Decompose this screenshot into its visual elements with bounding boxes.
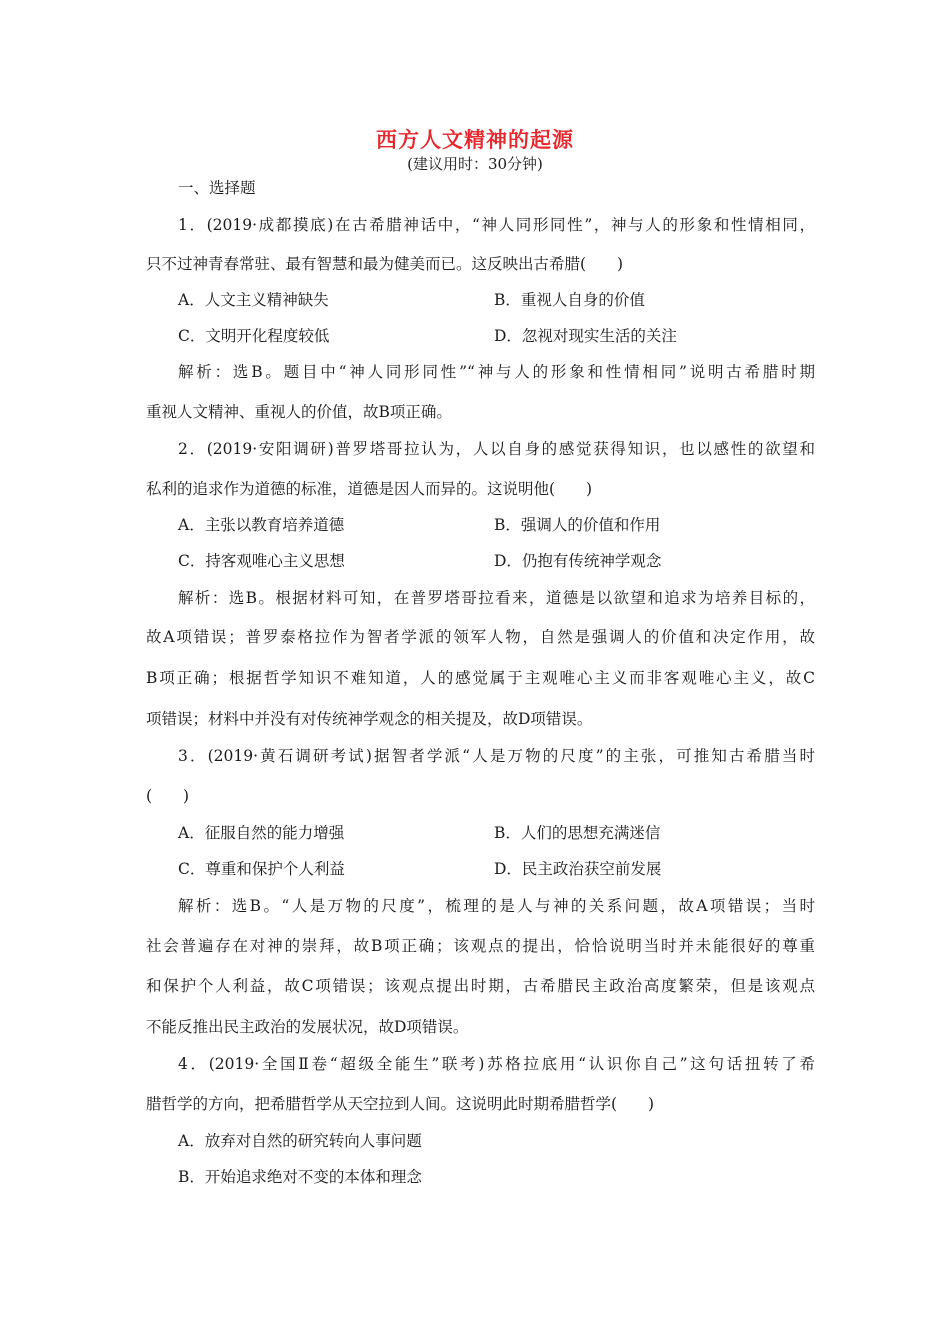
q2-analysis-line-2: 故A项错误；普罗泰格拉作为智者学派的领军人物，自然是强调人的价值和决定作用，故 — [146, 628, 815, 646]
q1-analysis-line-2: 重视人文精神、重视人的价值，故B项正确。 — [146, 403, 452, 421]
q2-analysis-line-1: 解析：选B。根据材料可知，在普罗塔哥拉看来，道德是以欲望和追求为培养目标的， — [178, 589, 815, 607]
q2-option-c: C．持客观唯心主义思想 — [178, 552, 345, 570]
q1-stem-line-1: 1．(2019·成都摸底)在古希腊神话中，“神人同形同性”，神与人的形象和性情相同， — [178, 216, 815, 234]
q3-analysis-line-2: 社会普遍存在对神的崇拜，故B项正确；该观点的提出，恰恰说明当时并未能很好的尊重 — [146, 937, 815, 955]
q1-option-d: D．忽视对现实生活的关注 — [494, 327, 677, 345]
q2-stem-line-2: 私利的追求作为道德的标准，道德是因人而异的。这说明他( ) — [146, 480, 593, 498]
q3-option-d: D．民主政治获空前发展 — [494, 860, 662, 878]
q2-option-b: B．强调人的价值和作用 — [494, 516, 661, 534]
q1-option-c: C．文明开化程度较低 — [178, 327, 330, 345]
q1-stem-line-2: 只不过神青春常驻、最有智慧和最为健美而已。这反映出古希腊( ) — [146, 255, 624, 273]
q3-option-b: B．人们的思想充满迷信 — [494, 824, 661, 842]
q2-option-a: A．主张以教育培养道德 — [178, 516, 345, 534]
q3-analysis-line-3: 和保护个人利益，故C项错误；该观点提出时期，古希腊民主政治高度繁荣，但是该观点 — [146, 977, 815, 995]
q2-option-d: D．仍抱有传统神学观念 — [494, 552, 662, 570]
q3-option-a: A．征服自然的能力增强 — [178, 824, 345, 842]
q3-analysis-line-1: 解析：选B。“人是万物的尺度”，梳理的是人与神的关系问题，故A项错误；当时 — [178, 897, 815, 915]
q1-analysis-line-1: 解析：选B。题目中“神人同形同性”“神与人的形象和性情相同”说明古希腊时期 — [178, 363, 815, 381]
q4-option-b: B．开始追求绝对不变的本体和理念 — [178, 1168, 422, 1186]
q3-stem-line-1: 3．(2019·黄石调研考试)据智者学派“人是万物的尺度”的主张，可推知古希腊当时 — [178, 747, 815, 765]
q3-option-c: C．尊重和保护个人利益 — [178, 860, 345, 878]
q4-option-a: A．放弃对自然的研究转向人事问题 — [178, 1132, 422, 1150]
q4-stem-line-1: 4．(2019·全国Ⅱ卷“超级全能生”联考)苏格拉底用“认识你自己”这句话扭转了希 — [178, 1055, 815, 1073]
page-title: 西方人文精神的起源 — [376, 127, 574, 152]
q2-analysis-line-4: 项错误；材料中并没有对传统神学观念的相关提及，故D项错误。 — [146, 710, 593, 728]
q2-analysis-line-3: B项正确；根据哲学知识不难知道，人的感觉属于主观唯心主义而非客观唯心主义，故C — [146, 669, 815, 687]
q1-option-b: B．重视人自身的价值 — [494, 291, 645, 309]
section-heading: 一、选择题 — [178, 179, 256, 197]
q1-option-a: A．人文主义精神缺失 — [178, 291, 329, 309]
q4-stem-line-2: 腊哲学的方向，把希腊哲学从天空拉到人间。这说明此时期希腊哲学( ) — [146, 1095, 655, 1113]
suggested-time: (建议用时：30分钟) — [407, 155, 543, 173]
q2-stem-line-1: 2．(2019·安阳调研)普罗塔哥拉认为，人以自身的感觉获得知识，也以感性的欲望和 — [178, 440, 815, 458]
q3-stem-line-2: ( ) — [146, 787, 190, 805]
q3-analysis-line-4: 不能反推出民主政治的发展状况，故D项错误。 — [146, 1018, 469, 1036]
